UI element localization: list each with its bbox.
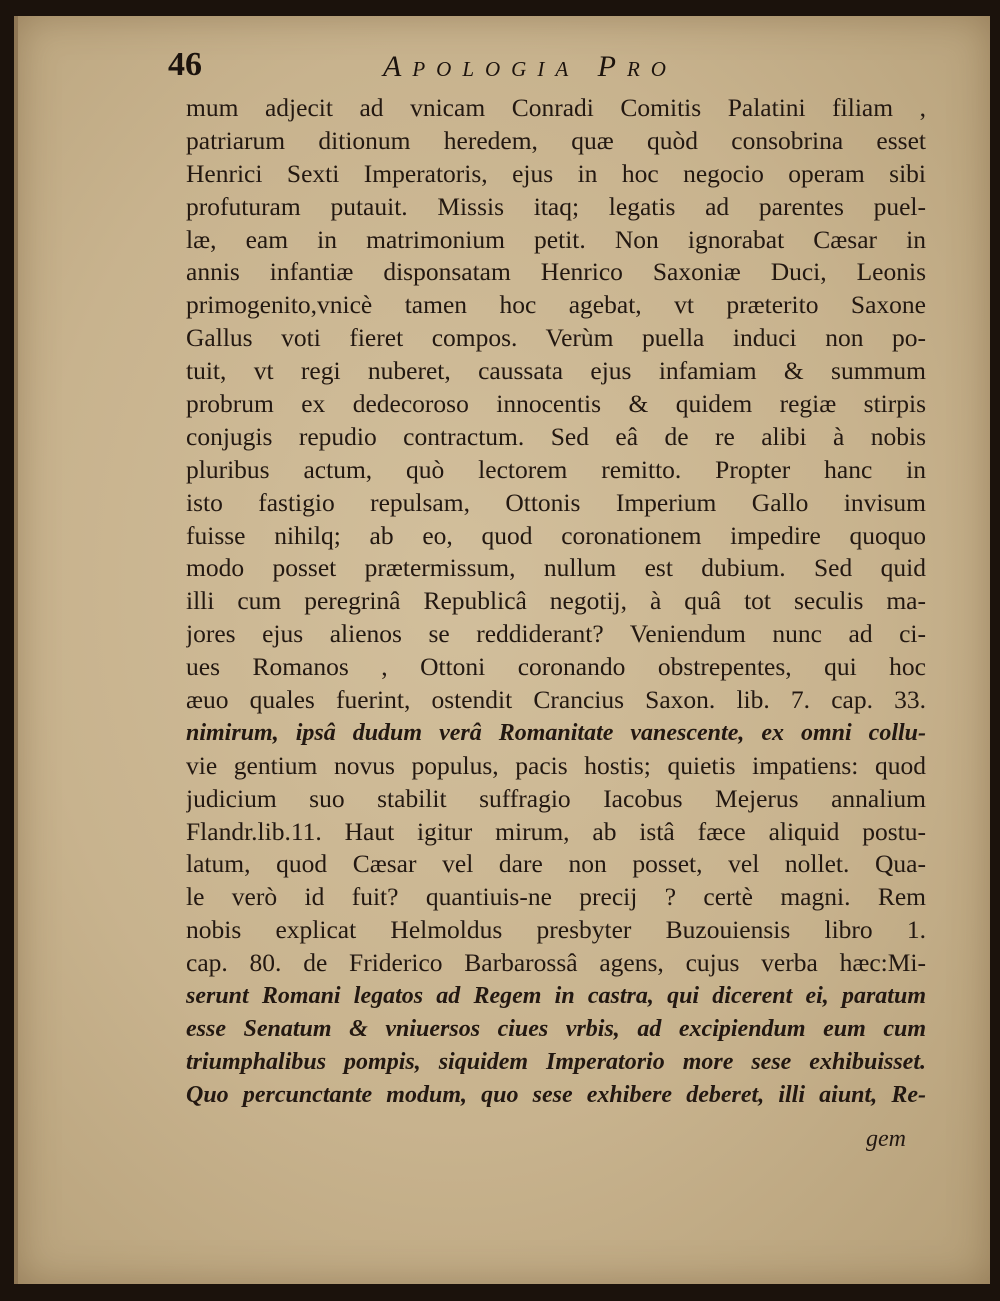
text-line: læ, eam in matrimonium petit. Non ignorabat Cæsar in: [186, 224, 926, 254]
text-line: cap. 80. de Friderico Barbarossâ agens, cujus verba hæc:Mi-: [186, 948, 926, 978]
text-line: serunt Romani legatos ad Regem in castra, qui dicerent ei, paratum: [186, 983, 926, 1010]
page-number: 46: [168, 46, 202, 83]
text-line: isto fastigio repulsam, Ottonis Imperium Gallo invisum: [186, 487, 926, 517]
text-line: patriarum ditionum heredem, quæ quòd consobrina esset: [186, 125, 926, 155]
text-line: pluribus actum, quò lectorem remitto. Propter hanc in: [186, 454, 926, 484]
text-line: jores ejus alienos se reddiderant? Veniendum nunc ad ci-: [186, 619, 926, 649]
running-head: Apologia Pro: [383, 50, 677, 83]
text-line: conjugis repudio contractum. Sed eâ de re alibi à nobis: [186, 421, 926, 451]
text-line: nimirum, ipsâ dudum verâ Romanitate vanescente, ex omni collu-: [186, 719, 926, 746]
page-header: [168, 46, 868, 92]
text-line: nobis explicat Helmoldus presbyter Buzouiensis libro 1.: [186, 915, 926, 945]
text-line: profuturam putauit. Missis itaq; legatis ad parentes puel-: [186, 191, 926, 221]
text-line: probrum ex dedecoroso innocentis & quidem regiæ stirpis: [186, 389, 926, 419]
text-line: le verò id fuit? quantiuis-ne precij ? certè magni. Rem: [186, 882, 926, 912]
text-line: latum, quod Cæsar vel dare non posset, vel nollet. Qua-: [186, 849, 926, 879]
text-line: tuit, vt regi nuberet, caussata ejus infamiam & summum: [186, 356, 926, 386]
text-line: Flandr.lib.11. Haut igitur mirum, ab istâ fæce aliquid postu-: [186, 816, 926, 846]
text-line: ues Romanos , Ottoni coronando obstrepentes, qui hoc: [186, 652, 926, 682]
text-line: mum adjecit ad vnicam Conradi Comitis Palatini filiam ,: [186, 93, 926, 122]
text-line: judicium suo stabilit suffragio Iacobus Mejerus annalium: [186, 783, 926, 813]
book-page: [14, 16, 990, 1284]
text-line: annis infantiæ disponsatam Henrico Saxoniæ Duci, Leonis: [186, 257, 926, 287]
text-line: Gallus voti fieret compos. Verùm puella induci non po-: [186, 323, 926, 353]
catchword: gem: [866, 1126, 906, 1152]
text-line: esse Senatum & vniuersos ciues vrbis, ad excipiendum eum cum: [186, 1015, 926, 1042]
text-line: illi cum peregrinâ Republicâ negotij, à quâ tot seculis ma-: [186, 586, 926, 616]
body-text: [186, 92, 926, 1112]
text-line: modo posset prætermissum, nullum est dubium. Sed quid: [186, 553, 926, 583]
text-line: triumphalibus pompis, siquidem Imperatorio more sese exhibuisset.: [186, 1048, 926, 1075]
text-line: æuo quales fuerint, ostendit Crancius Saxon. lib. 7. cap. 33.: [186, 685, 926, 715]
text-line: Quo percunctante modum, quo sese exhibere deberet, illi aiunt, Re-: [186, 1081, 926, 1108]
text-line: fuisse nihilq; ab eo, quod coronationem impedire quoquo: [186, 520, 926, 550]
text-line: primogenito,vnicè tamen hoc agebat, vt præterito Saxone: [186, 290, 926, 320]
text-line: Henrici Sexti Imperatoris, ejus in hoc negocio operam sibi: [186, 158, 926, 188]
text-line: vie gentium novus populus, pacis hostis; quietis impatiens: quod: [186, 750, 926, 780]
